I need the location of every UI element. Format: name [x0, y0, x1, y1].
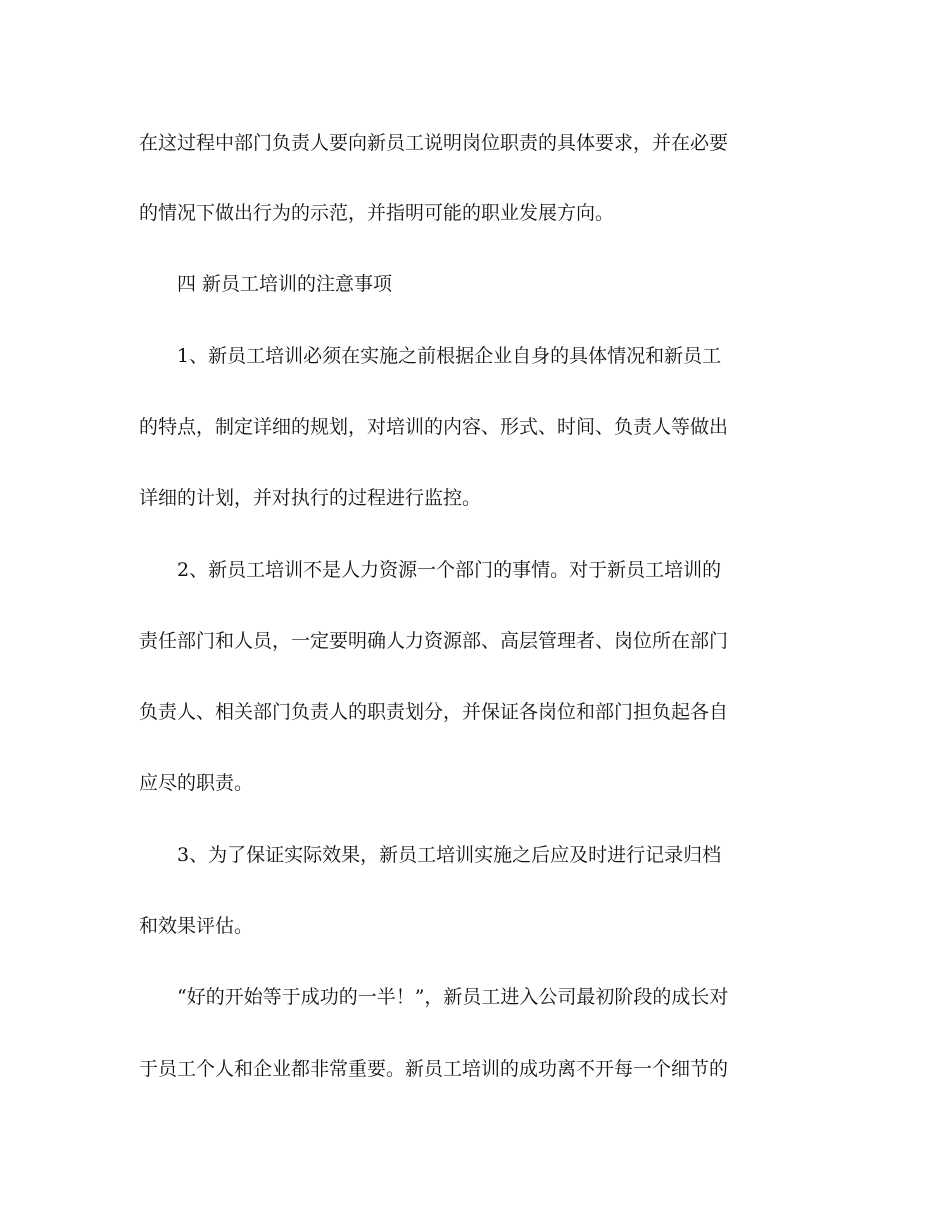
text-line: 的情况下做出行为的示范，并指明可能的职业发展方向。: [139, 202, 615, 224]
text-line: 在这过程中部门负责人要向新员工说明岗位职责的具体要求，并在必要: [139, 132, 729, 154]
text-line: 应尽的职责。: [139, 772, 254, 794]
text-line: 于员工个人和企业都非常重要。新员工培训的成功离不开每一个细节的: [139, 1058, 729, 1080]
text-line: 的特点，制定详细的规划，对培训的内容、形式、时间、负责人等做出: [139, 416, 729, 438]
text-line: 3、为了保证实际效果，新员工培训实施之后应及时进行记录归档: [177, 844, 722, 866]
text-line: 负责人、相关部门负责人的职责划分，并保证各岗位和部门担负起各自: [139, 701, 729, 723]
text-line: 责任部门和人员，一定要明确人力资源部、高层管理者、岗位所在部门: [139, 630, 729, 652]
text-line: “好的开始等于成功的一半！”，新员工进入公司最初阶段的成长对: [177, 986, 729, 1008]
text-line: 2、新员工培训不是人力资源一个部门的事情。对于新员工培训的: [177, 559, 722, 581]
section-heading: 四 新员工培训的注意事项: [177, 273, 393, 295]
text-line: 1、新员工培训必须在实施之前根据企业自身的具体情况和新员工: [177, 345, 722, 367]
text-line: 详细的计划，并对执行的过程进行监控。: [139, 487, 482, 509]
text-line: 和效果评估。: [139, 915, 254, 937]
